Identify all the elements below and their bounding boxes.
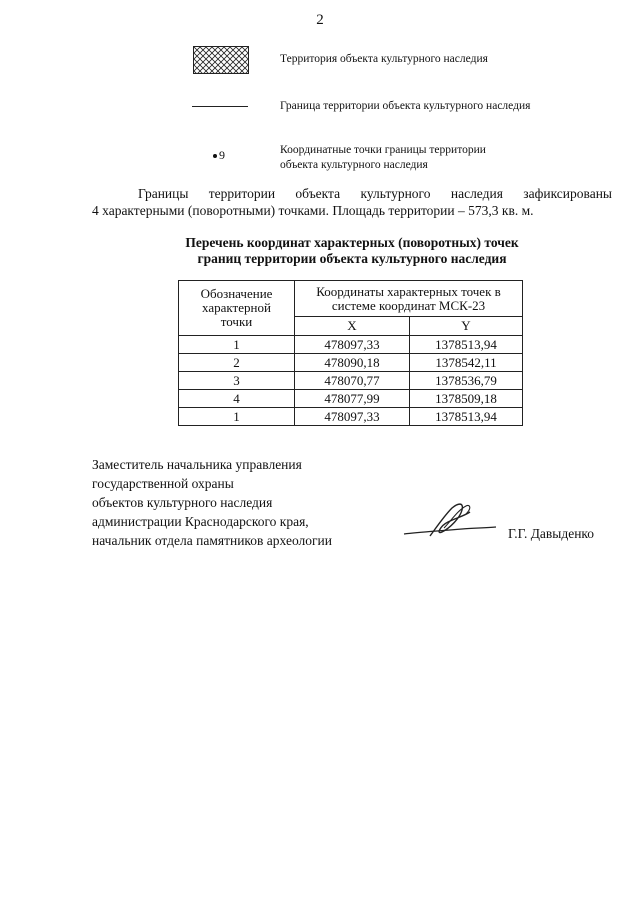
title-line-2: границ территории объекта культурного наследия bbox=[197, 251, 507, 266]
signatory-position bbox=[92, 455, 332, 550]
cell-point: 4 bbox=[179, 390, 295, 408]
legend-boundary-label: Граница территории объекта культурного наследия bbox=[280, 100, 531, 112]
signatory-line: объектов культурного наследия bbox=[92, 495, 273, 510]
cell-y: 1378509,18 bbox=[410, 390, 523, 408]
signatory-line: Заместитель начальника управления bbox=[92, 457, 302, 472]
cell-y: 1378513,94 bbox=[410, 408, 523, 426]
page-number: 2 bbox=[316, 12, 324, 28]
header-point-line: характерной bbox=[202, 300, 271, 315]
signatory-line: начальник отдела памятников археологии bbox=[92, 533, 332, 548]
paragraph-line-2: 4 характерными (поворотными) точками. Площадь территории – 573,3 кв. м. bbox=[92, 203, 534, 218]
table-row bbox=[179, 408, 523, 426]
cell-y: 1378513,94 bbox=[410, 336, 523, 354]
cell-y: 1378542,11 bbox=[410, 354, 523, 372]
signatory-name: Г.Г. Давыденко bbox=[508, 526, 595, 541]
paragraph-line-1: Границы территории объекта культурного наследия зафиксированы bbox=[138, 186, 612, 201]
coordinates-list-title bbox=[92, 235, 612, 267]
header-coords-line: Координаты характерных точек в bbox=[316, 283, 501, 299]
header-point-designation bbox=[179, 281, 295, 336]
cell-x: 478097,33 bbox=[295, 408, 410, 426]
cell-x: 478077,99 bbox=[295, 390, 410, 408]
cell-x: 478097,33 bbox=[295, 336, 410, 354]
header-x: X bbox=[295, 317, 410, 336]
boundary-line-icon bbox=[192, 106, 248, 107]
header-point-line: точки bbox=[220, 314, 253, 329]
legend-points-line2: объекта культурного наследия bbox=[280, 159, 428, 171]
table-row bbox=[179, 372, 523, 390]
title-line-1: Перечень координат характерных (поворотных) точек bbox=[185, 235, 519, 250]
cell-point: 3 bbox=[179, 372, 295, 390]
header-point-line: Обозначение bbox=[200, 286, 273, 301]
legend-territory-label: Территория объекта культурного наследия bbox=[280, 53, 488, 65]
cell-point: 2 bbox=[179, 354, 295, 372]
signatory-line: администрации Краснодарского края, bbox=[92, 514, 309, 529]
table-row bbox=[179, 336, 523, 354]
cell-x: 478090,18 bbox=[295, 354, 410, 372]
legend-points-line1: Координатные точки границы территории bbox=[280, 144, 486, 156]
hatch-swatch-icon bbox=[193, 46, 249, 74]
table-row bbox=[179, 390, 523, 408]
cell-point: 1 bbox=[179, 336, 295, 354]
handwritten-signature bbox=[400, 498, 500, 553]
cell-x: 478070,77 bbox=[295, 372, 410, 390]
signatory-line: государственной охраны bbox=[92, 476, 234, 491]
coordinates-table bbox=[178, 280, 523, 426]
cell-y: 1378536,79 bbox=[410, 372, 523, 390]
table-row bbox=[179, 354, 523, 372]
header-coordinates bbox=[295, 281, 523, 317]
legend-points-label bbox=[280, 143, 486, 173]
point-marker-icon bbox=[213, 148, 225, 163]
cell-point: 1 bbox=[179, 408, 295, 426]
header-y: Y bbox=[410, 317, 523, 336]
header-coords-line: системе координат МСК-23 bbox=[331, 297, 486, 313]
point-marker-number: 9 bbox=[219, 148, 225, 162]
description-paragraph bbox=[92, 185, 612, 219]
